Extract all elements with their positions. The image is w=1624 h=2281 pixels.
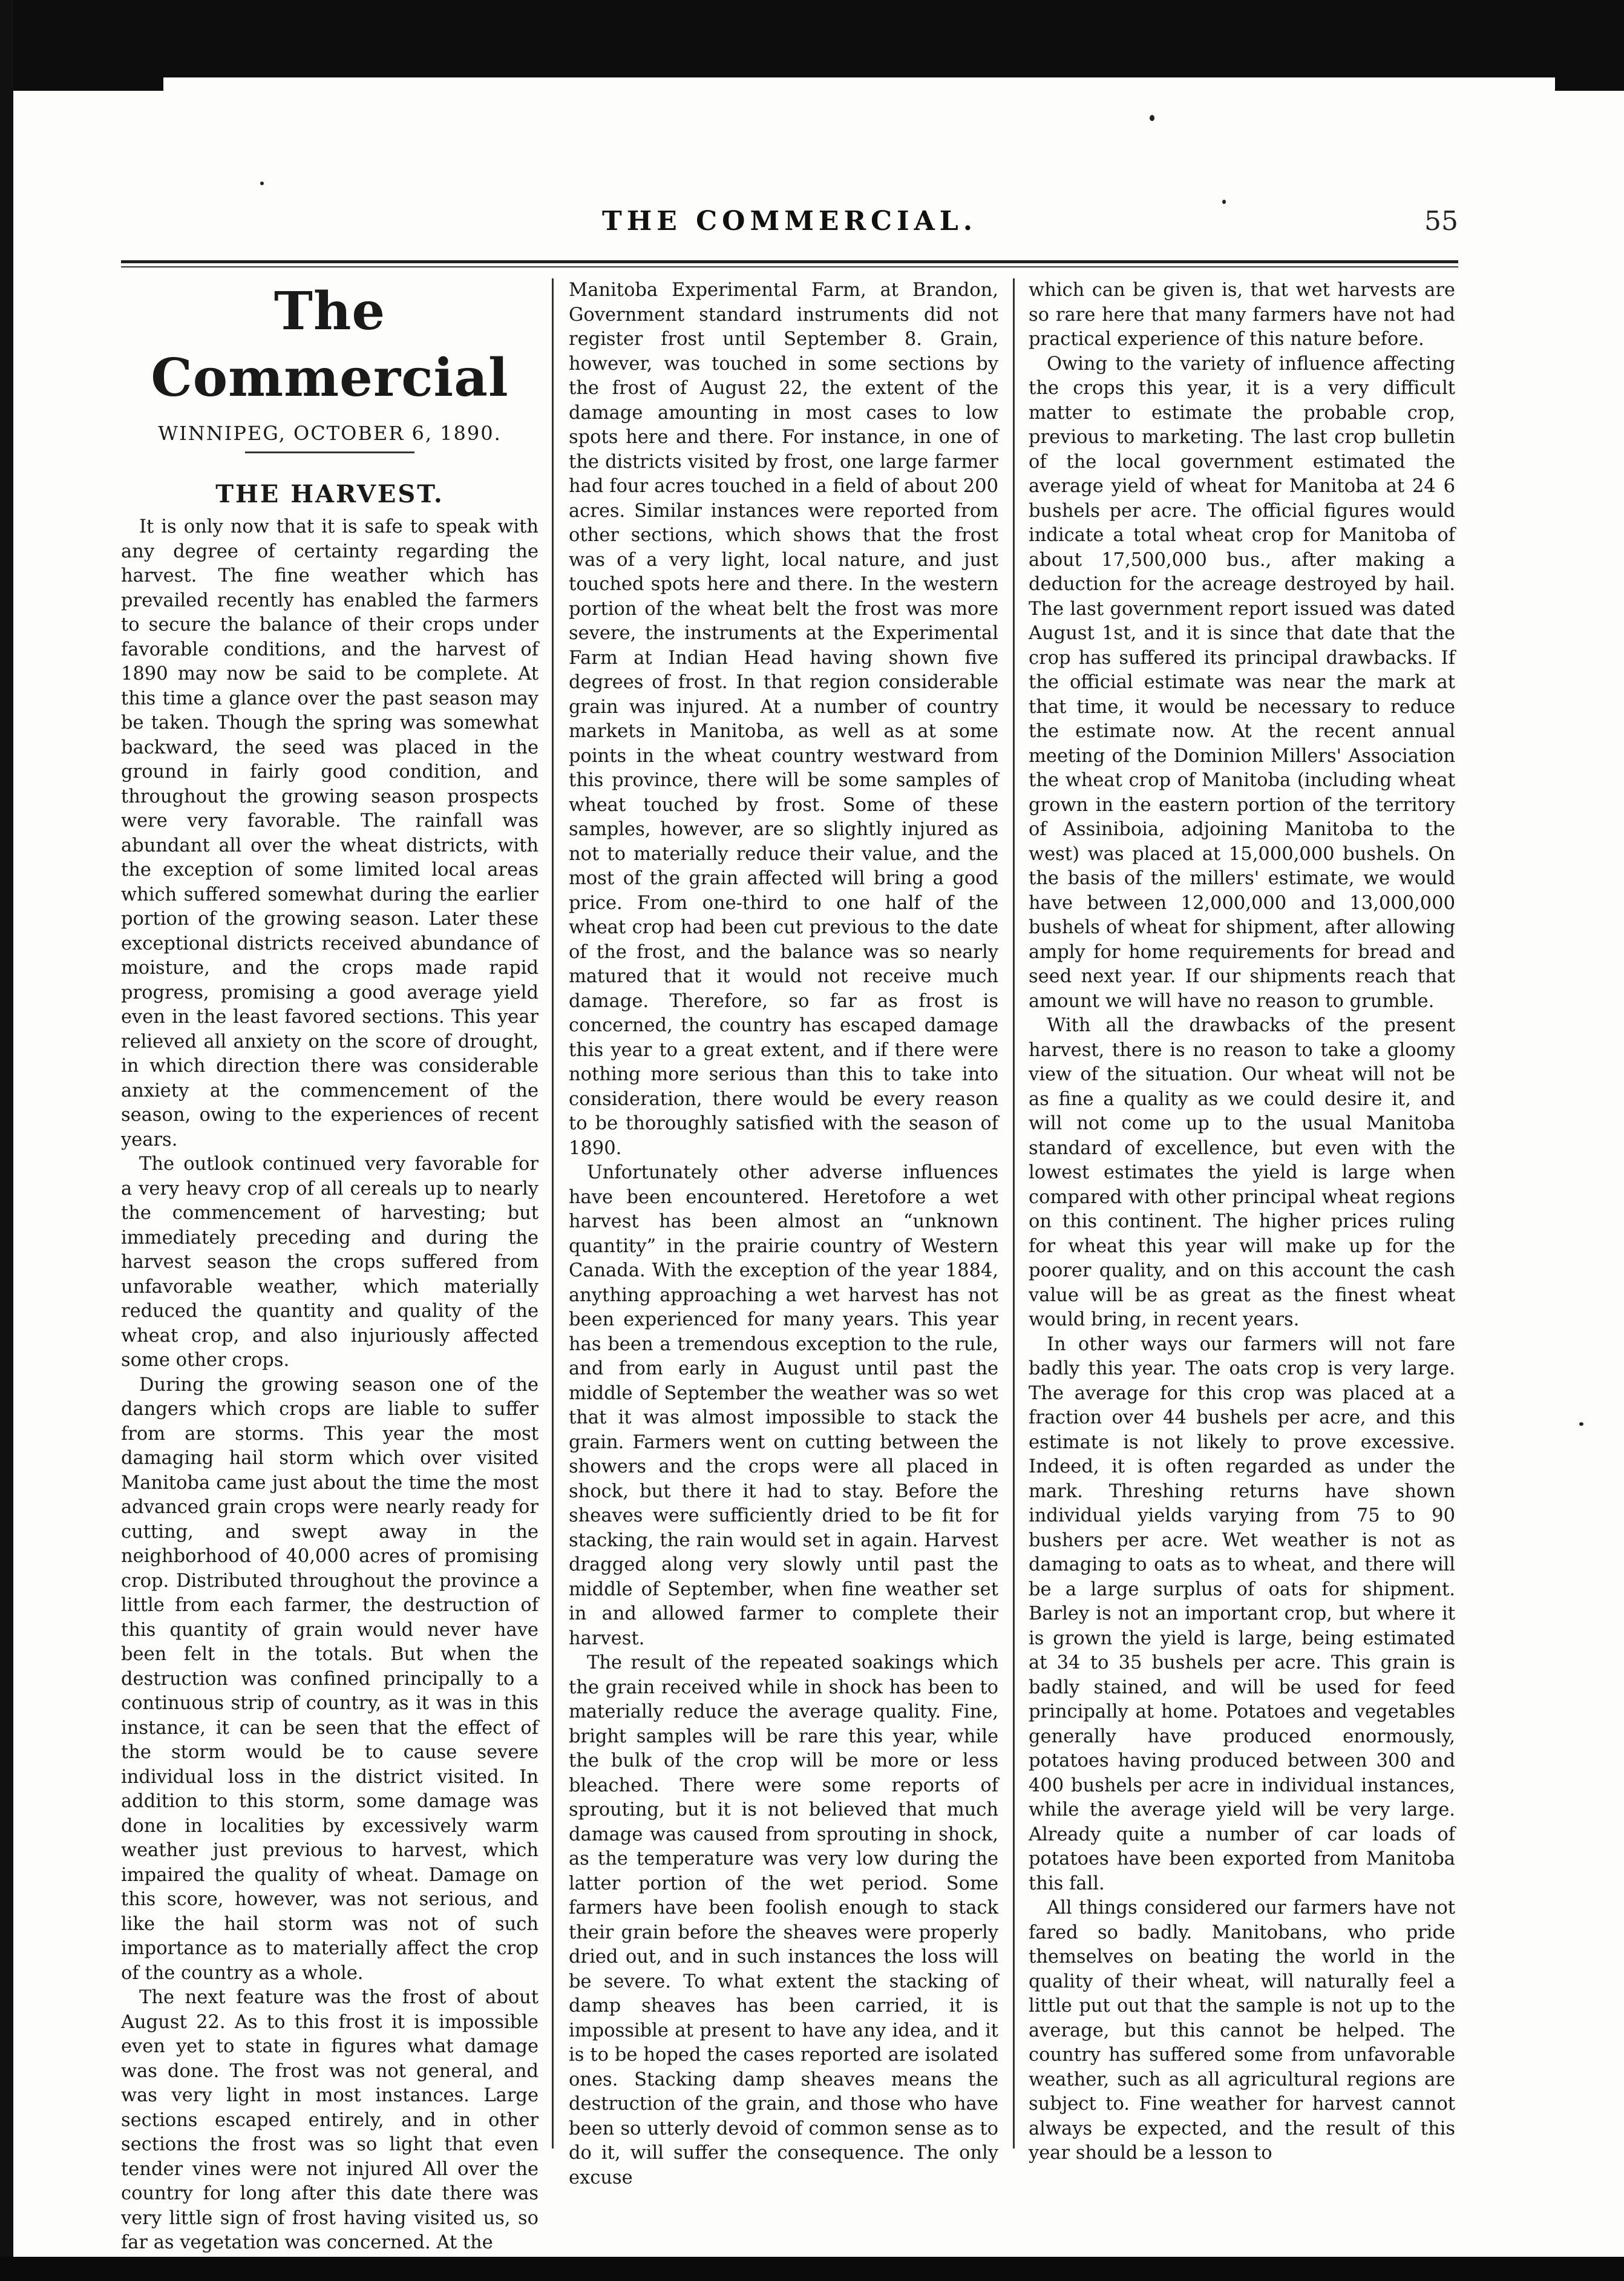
article-headline: THE HARVEST. (215, 480, 444, 508)
scan-edge-left (0, 0, 13, 2281)
paragraph: It is only now that it is safe to speak with any degree of certainty regarding the harvest. The fine weather which has prevailed recently has enabled the farmers to secure the balance of their crops under favorable conditions, and the harvest of 1890 may now be said to be complete. At this time a glance over the past season may be taken. Though the spring was somewhat backward, the seed was placed in the ground in fairly good condition, and throughout the growing season prospects were very favorable. The rainfall was abundant all over the wheat districts, with the exception of some limited local areas which suffered somewhat during the earlier portion of the growing season. Later these exceptional districts received abundance of moisture, and the crops made rapid progress, promising a good average yield even in the least favored sections. This year relieved all anxiety on the score of drought, in which direction there was considerable anxiety at the commencement of the season, owing to the experiences of recent years. (121, 516, 539, 1150)
running-title: THE COMMERCIAL. (601, 206, 978, 237)
paragraph: The next feature was the frost of about August 22. As to this frost it is impossible even yet to state in figures what damage was done. The frost was not general, and was very light in most instances. Large sections escaped entirely, and in other sections the frost was so light that even tender vines were not injured All over the country for long after this date there was very little sign of frost having visited us, so far as vegetation was concerned. At the (121, 1987, 539, 2253)
paragraph: which can be given is, that wet harvests are so rare here that many farmers have not had practical experience of this nature before. (1029, 280, 1455, 350)
paragraph: Manitoba Experimental Farm, at Brandon, Government standard instruments did not register frost until September 8. Grain, however, was touched in some sections by the frost of August 22, the extent of the damage amounting in most cases to low spots here and there. For instance, in one of the districts visited by frost, one large farmer had four acres touched in a field of about 200 acres. Similar instances were reported from other sections, which shows that the frost was of a very light, local nature, and just touched spots here and there. In the western portion of the wheat belt the frost was more severe, the instruments at the Experimental Farm at Indian Head having shown five degrees of frost. In that region considerable grain was injured. At a number of country markets in Manitoba, as well as at some points in the wheat country westward from this province, there will be some samples of wheat touched by frost. Some of these samples, however, are so slightly injured as not to materially reduce their value, and the most of the grain affected will bring a good price. From one-third to one half of the wheat crop had been cut previous to the date of the frost, and the balance was so nearly matured that it would not receive much damage. Therefore, so far as frost is concerned, the country has escaped damage this year to a great extent, and if there were nothing more serious than this to take into consideration, there would be every reason to be thoroughly satisfied with the season of 1890. (569, 280, 998, 1159)
newspaper-name: The Commercial (151, 281, 509, 409)
paragraph: The result of the repeated soakings which the grain received while in shock has been to materially reduce the average quality. Fine, bright samples will be rare this year, while the bulk of the crop will be more or less bleached. There were some reports of sprouting, but it is not believed that much damage was caused from sprouting in shock, as the temperature was very low during the latter portion of the wet period. Some farmers have been foolish enough to stack their grain before the sheaves were properly dried out, and in such instances the loss will be severe. To what extent the stacking of damp sheaves has been carried, it is impossible at present to have any idea, and it is to be hoped the cases reported are isolated ones. Stacking damp sheaves means the destruction of the grain, and those who have been so utterly devoid of common sense as to do it, will suffer the consequence. The only excuse (569, 1652, 998, 2188)
scan-edge-bottom (0, 2257, 1624, 2281)
scan-speck (1150, 115, 1154, 121)
paragraph: With all the drawbacks of the present harvest, there is no reason to take a gloomy view of the situation. Our wheat will not be as fine a quality as we could desire it, and will not come up to the usual Manitoba standard of excellence, but even with the lowest estimates the yield is large when compared with other principal wheat regions on this continent. The higher prices ruling for wheat this year will make up for the poorer quality, and on this account the cash value will be as great as the finest wheat would bring, in recent years. (1029, 1015, 1455, 1330)
column-divider (552, 278, 554, 2148)
paragraph: Unfortunately other adverse influences have been encountered. Heretofore a wet harvest has been almost an “unknown quantity” in the prairie country of Western Canada. With the exception of the year 1884, anything approaching a wet harvest has not been experienced for many years. This year has been a tremendous exception to the rule, and from early in August until past the middle of September the weather was so wet that it was almost impossible to stack the grain. Farmers went on cutting between the showers and the crops were all placed in shock, but there it had to stay. Before the sheaves were sufficiently dried to be fit for stacking, the rain would set in again. Harvest dragged along very slowly until past the middle of September, when fine weather set in and allowed farmer to complete their harvest. (569, 1162, 998, 1649)
page-number: 55 (1424, 206, 1458, 237)
column-1 (121, 278, 539, 2256)
paragraph: During the growing season one of the dangers which crops are liable to suffer from are storms. This year the most damaging hail storm which over visited Manitoba came just about the time the most advanced grain crops were nearly ready for cutting, and swept away in the neighborhood of 40,000 acres of promising crop. Distributed throughout the province a little from each farmer, the destruction of this quantity of grain would never have been felt in the totals. But when the destruction was confined principally to a continuous strip of country, as it was in this instance, it can be seen that the effect of the storm would be to cause severe individual loss in the district visited. In addition to this storm, some damage was done in localities by excessively warm weather just previous to harvest, which impaired the quality of wheat. Damage on this score, however, was not serious, and like the hail storm was not of such importance as to materially affect the crop of the country as a whole. (121, 1374, 539, 1984)
scan-edge-top (0, 0, 1624, 91)
column-2 (569, 278, 998, 2190)
paragraph: The outlook continued very favorable for a very heavy crop of all cereals up to nearly the commencement of harvesting; but immediately preceding and during the harvest season the crops suffered from unfavorable weather, which materially reduced the quantity and quality of the wheat crop, and also injuriously affected some other crops. (121, 1154, 539, 1371)
dateline-rule (245, 451, 414, 453)
column-divider (1013, 278, 1015, 2148)
paragraph: In other ways our farmers will not fare badly this year. The oats crop is very large. The average for this crop was placed at a fraction over 44 bushels per acre, and this estimate is not likely to prove excessive. Indeed, it is often regarded as under the mark. Threshing returns have shown individual yields varying from 75 to 90 bushers per acre. Wet weather is not as damaging to oats as to wheat, and there will be a large surplus of oats for shipment. Barley is not an important crop, but where it is grown the yield is large, being estimated at 34 to 35 bushels per acre. This grain is badly stained, and will be used for feed principally at home. Potatoes and vegetables generally have produced enormously, potatoes having produced between 300 and 400 bushels per acre in individual instances, while the average yield will be very large. Already quite a number of car loads of potatoes have been exported from Manitoba this fall. (1029, 1333, 1455, 1894)
scan-speck (1579, 1422, 1583, 1426)
running-header (121, 206, 1458, 254)
column-3 (1029, 278, 1455, 2166)
dateline: WINNIPEG, OCTOBER 6, 1890. (158, 422, 502, 445)
paragraph: Owing to the variety of influence affecting the crops this year, it is a very difficult matter to estimate the probable crop, previous to marketing. The last crop bulletin of the local government estimated the average yield of wheat for Manitoba at 24 6 bushels per acre. The official figures would indicate a total wheat crop for Manitoba of about 17,500,000 bus., after making a deduction for the acreage destroyed by hail. The last government report issued was dated August 1st, and it is since that date that the crop has suffered its principal drawbacks. If the official estimate was near the mark at that time, it would be necessary to reduce the estimate now. At the recent annual meeting of the Dominion Millers' Association the wheat crop of Manitoba (including wheat grown in the eastern portion of the territory of Assiniboia, adjoining Manitoba to the west) was placed at 15,000,000 bushels. On the basis of the millers' estimate, we would have between 12,000,000 and 13,000,000 bushels of wheat for shipment, after allowing amply for home requirements for bread and seed next year. If our shipments reach that amount we will have no reason to grumble. (1029, 353, 1455, 1012)
header-rule (121, 260, 1458, 263)
paragraph: All things considered our farmers have not fared so badly. Manitobans, who pride themselves on beating the world in the quality of their wheat, will naturally feel a little put out that the sample is not up to the average, but this cannot be helped. The country has suffered some from unfavorable weather, such as all agricultural regions are subject to. Fine weather for harvest cannot always be expected, and the result of this year should be a lesson to (1029, 1897, 1455, 2164)
header-rule-thin (121, 266, 1458, 267)
scan-speck (1222, 200, 1226, 204)
scan-speck (260, 182, 264, 185)
